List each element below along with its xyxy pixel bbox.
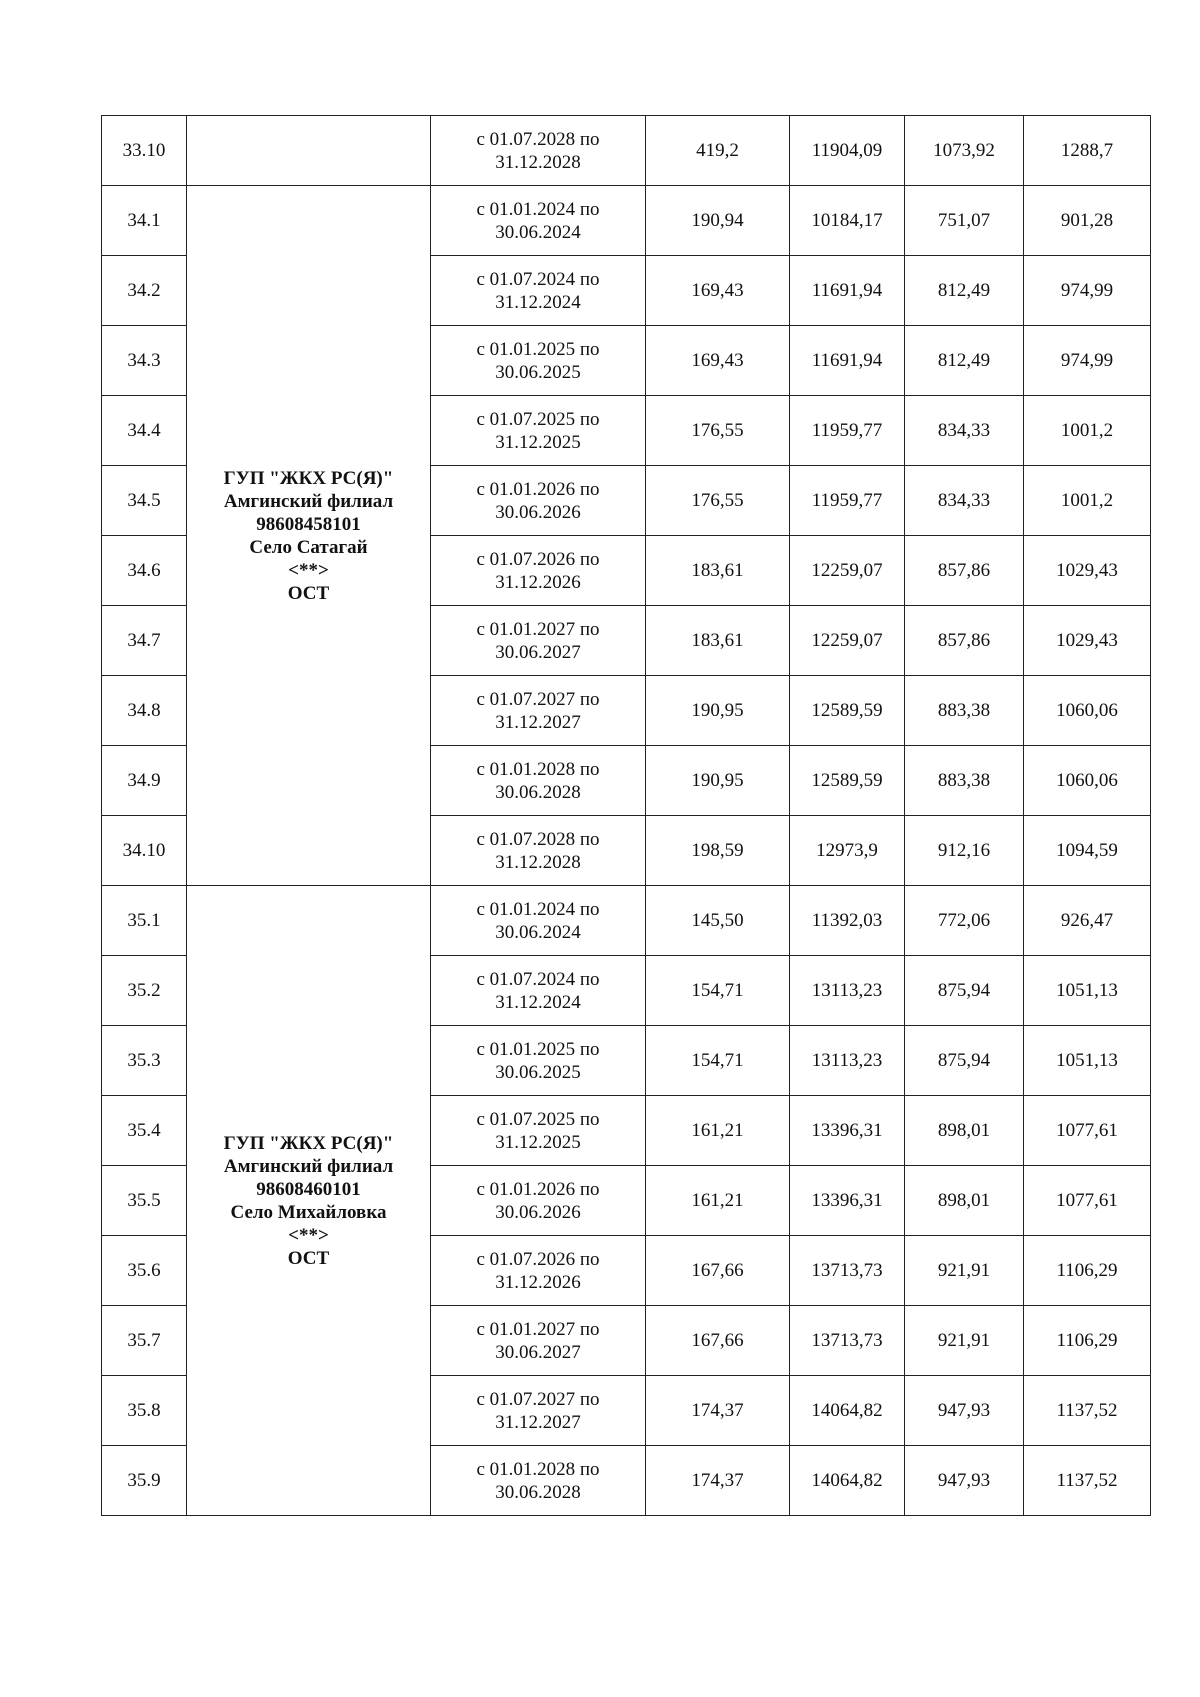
row-number-cell: 34.5	[102, 466, 187, 536]
organization-line: ГУП "ЖКХ РС(Я)"	[223, 467, 394, 489]
period-line: 31.12.2025	[495, 431, 581, 453]
organization-line: Село Михайловка	[230, 1201, 387, 1223]
value-cell-v1: 154,71	[646, 956, 790, 1026]
row-number-cell: 34.9	[102, 746, 187, 816]
value-cell-v2: 13713,73	[790, 1306, 905, 1376]
value-cell-v4: 1060,06	[1024, 746, 1151, 816]
tariff-table-body	[102, 116, 1151, 1516]
value-cell-v4: 1288,7	[1024, 116, 1151, 186]
value-cell-v3: 875,94	[905, 956, 1024, 1026]
row-number-cell: 35.9	[102, 1446, 187, 1516]
value-cell-v1: 145,50	[646, 886, 790, 956]
period-cell	[431, 536, 646, 606]
value-cell-v4: 1137,52	[1024, 1376, 1151, 1446]
value-cell-v2: 14064,82	[790, 1446, 905, 1516]
period-cell	[431, 886, 646, 956]
period-cell	[431, 116, 646, 186]
value-cell-v2: 12259,07	[790, 536, 905, 606]
value-cell-v3: 947,93	[905, 1446, 1024, 1516]
value-cell-v1: 161,21	[646, 1166, 790, 1236]
period-line: 31.12.2026	[495, 571, 581, 593]
period-cell	[431, 466, 646, 536]
period-line: 30.06.2024	[495, 221, 581, 243]
table-row	[102, 116, 1151, 186]
value-cell-v2: 13396,31	[790, 1166, 905, 1236]
value-cell-v1: 419,2	[646, 116, 790, 186]
value-cell-v2: 11392,03	[790, 886, 905, 956]
value-cell-v3: 898,01	[905, 1096, 1024, 1166]
period-line: с 01.01.2025 по	[476, 338, 600, 360]
value-cell-v4: 1077,61	[1024, 1166, 1151, 1236]
period-line: 31.12.2028	[495, 851, 581, 873]
period-cell	[431, 956, 646, 1026]
row-number-cell: 35.3	[102, 1026, 187, 1096]
row-number-cell: 35.4	[102, 1096, 187, 1166]
row-number-cell: 34.6	[102, 536, 187, 606]
period-cell	[431, 326, 646, 396]
value-cell-v4: 974,99	[1024, 256, 1151, 326]
row-number-cell: 34.7	[102, 606, 187, 676]
row-number-cell: 35.6	[102, 1236, 187, 1306]
period-line: с 01.01.2028 по	[476, 1458, 600, 1480]
period-line: 31.12.2027	[495, 1411, 581, 1433]
value-cell-v1: 154,71	[646, 1026, 790, 1096]
period-line: 31.12.2028	[495, 151, 581, 173]
value-cell-v2: 12589,59	[790, 746, 905, 816]
value-cell-v4: 1060,06	[1024, 676, 1151, 746]
value-cell-v4: 1001,2	[1024, 396, 1151, 466]
organization-line: ОСТ	[287, 582, 330, 604]
period-line: с 01.01.2026 по	[476, 478, 600, 500]
period-cell	[431, 606, 646, 676]
period-line: с 01.01.2027 по	[476, 1318, 600, 1340]
value-cell-v3: 812,49	[905, 256, 1024, 326]
value-cell-v1: 183,61	[646, 536, 790, 606]
value-cell-v2: 13113,23	[790, 1026, 905, 1096]
value-cell-v1: 167,66	[646, 1306, 790, 1376]
period-cell	[431, 1026, 646, 1096]
row-number-cell: 34.3	[102, 326, 187, 396]
value-cell-v2: 12973,9	[790, 816, 905, 886]
value-cell-v3: 883,38	[905, 676, 1024, 746]
value-cell-v3: 875,94	[905, 1026, 1024, 1096]
period-line: с 01.07.2026 по	[476, 548, 600, 570]
period-cell	[431, 816, 646, 886]
period-cell	[431, 396, 646, 466]
value-cell-v1: 174,37	[646, 1446, 790, 1516]
value-cell-v2: 14064,82	[790, 1376, 905, 1446]
organization-line: Амгинский филиал	[223, 490, 394, 512]
row-number-cell: 35.8	[102, 1376, 187, 1446]
value-cell-v4: 1137,52	[1024, 1446, 1151, 1516]
period-line: с 01.01.2028 по	[476, 758, 600, 780]
period-cell	[431, 256, 646, 326]
value-cell-v1: 190,95	[646, 676, 790, 746]
row-number-cell: 35.2	[102, 956, 187, 1026]
row-number-cell: 34.8	[102, 676, 187, 746]
value-cell-v4: 926,47	[1024, 886, 1151, 956]
period-line: 30.06.2028	[495, 781, 581, 803]
period-line: с 01.07.2024 по	[476, 268, 600, 290]
row-number-cell: 34.1	[102, 186, 187, 256]
organization-line: 98608458101	[256, 513, 361, 535]
period-line: 31.12.2026	[495, 1271, 581, 1293]
period-cell	[431, 1236, 646, 1306]
value-cell-v2: 13713,73	[790, 1236, 905, 1306]
period-cell	[431, 1376, 646, 1446]
value-cell-v2: 11959,77	[790, 466, 905, 536]
value-cell-v2: 13113,23	[790, 956, 905, 1026]
organization-line: 98608460101	[256, 1178, 361, 1200]
value-cell-v2: 12589,59	[790, 676, 905, 746]
period-line: с 01.07.2026 по	[476, 1248, 600, 1270]
value-cell-v1: 167,66	[646, 1236, 790, 1306]
value-cell-v4: 1001,2	[1024, 466, 1151, 536]
period-line: с 01.01.2027 по	[476, 618, 600, 640]
value-cell-v1: 174,37	[646, 1376, 790, 1446]
organization-cell	[187, 116, 431, 186]
value-cell-v3: 921,91	[905, 1236, 1024, 1306]
value-cell-v4: 1051,13	[1024, 1026, 1151, 1096]
period-cell	[431, 1096, 646, 1166]
value-cell-v2: 13396,31	[790, 1096, 905, 1166]
organization-line: ОСТ	[287, 1247, 330, 1269]
value-cell-v2: 11904,09	[790, 116, 905, 186]
value-cell-v4: 1106,29	[1024, 1306, 1151, 1376]
period-cell	[431, 1166, 646, 1236]
value-cell-v3: 857,86	[905, 536, 1024, 606]
value-cell-v4: 901,28	[1024, 186, 1151, 256]
value-cell-v3: 898,01	[905, 1166, 1024, 1236]
period-line: с 01.01.2026 по	[476, 1178, 600, 1200]
organization-line: Амгинский филиал	[223, 1155, 394, 1177]
period-line: с 01.07.2025 по	[476, 1108, 600, 1130]
value-cell-v2: 11691,94	[790, 256, 905, 326]
value-cell-v1: 190,95	[646, 746, 790, 816]
value-cell-v3: 1073,92	[905, 116, 1024, 186]
value-cell-v1: 176,55	[646, 396, 790, 466]
value-cell-v2: 10184,17	[790, 186, 905, 256]
period-line: с 01.01.2025 по	[476, 1038, 600, 1060]
value-cell-v4: 1051,13	[1024, 956, 1151, 1026]
period-line: 30.06.2025	[495, 361, 581, 383]
value-cell-v3: 912,16	[905, 816, 1024, 886]
organization-line: Село Сатагай	[249, 536, 368, 558]
value-cell-v3: 751,07	[905, 186, 1024, 256]
period-cell	[431, 1446, 646, 1516]
value-cell-v4: 1029,43	[1024, 606, 1151, 676]
value-cell-v1: 190,94	[646, 186, 790, 256]
table-row	[102, 186, 1151, 256]
period-line: 30.06.2028	[495, 1481, 581, 1503]
row-number-cell: 35.1	[102, 886, 187, 956]
value-cell-v4: 1029,43	[1024, 536, 1151, 606]
value-cell-v4: 1077,61	[1024, 1096, 1151, 1166]
table-row	[102, 886, 1151, 956]
value-cell-v2: 12259,07	[790, 606, 905, 676]
period-cell	[431, 1306, 646, 1376]
period-line: 30.06.2024	[495, 921, 581, 943]
period-line: 31.12.2025	[495, 1131, 581, 1153]
value-cell-v4: 1094,59	[1024, 816, 1151, 886]
row-number-cell: 34.4	[102, 396, 187, 466]
period-cell	[431, 186, 646, 256]
value-cell-v4: 974,99	[1024, 326, 1151, 396]
row-number-cell: 33.10	[102, 116, 187, 186]
organization-line: <**>	[288, 1224, 329, 1246]
value-cell-v1: 169,43	[646, 326, 790, 396]
value-cell-v1: 169,43	[646, 256, 790, 326]
value-cell-v1: 176,55	[646, 466, 790, 536]
value-cell-v3: 772,06	[905, 886, 1024, 956]
period-line: с 01.07.2024 по	[476, 968, 600, 990]
period-line: с 01.07.2028 по	[476, 128, 600, 150]
tariff-table	[101, 115, 1151, 1516]
period-line: с 01.01.2024 по	[476, 198, 600, 220]
row-number-cell: 35.5	[102, 1166, 187, 1236]
organization-cell	[187, 886, 431, 1516]
period-line: 30.06.2026	[495, 501, 581, 523]
period-line: с 01.07.2027 по	[476, 1388, 600, 1410]
period-cell	[431, 746, 646, 816]
value-cell-v1: 161,21	[646, 1096, 790, 1166]
row-number-cell: 34.2	[102, 256, 187, 326]
period-cell	[431, 676, 646, 746]
organization-cell	[187, 186, 431, 886]
value-cell-v3: 812,49	[905, 326, 1024, 396]
organization-line: <**>	[288, 559, 329, 581]
organization-line: ГУП "ЖКХ РС(Я)"	[223, 1132, 394, 1154]
value-cell-v2: 11959,77	[790, 396, 905, 466]
row-number-cell: 34.10	[102, 816, 187, 886]
value-cell-v2: 11691,94	[790, 326, 905, 396]
period-line: с 01.01.2024 по	[476, 898, 600, 920]
period-line: 30.06.2025	[495, 1061, 581, 1083]
period-line: 31.12.2024	[495, 991, 581, 1013]
period-line: с 01.07.2027 по	[476, 688, 600, 710]
value-cell-v4: 1106,29	[1024, 1236, 1151, 1306]
value-cell-v1: 198,59	[646, 816, 790, 886]
value-cell-v3: 857,86	[905, 606, 1024, 676]
value-cell-v3: 921,91	[905, 1306, 1024, 1376]
value-cell-v3: 834,33	[905, 466, 1024, 536]
period-line: с 01.07.2028 по	[476, 828, 600, 850]
period-line: 31.12.2027	[495, 711, 581, 733]
period-line: 30.06.2027	[495, 1341, 581, 1363]
period-line: 30.06.2027	[495, 641, 581, 663]
period-line: 30.06.2026	[495, 1201, 581, 1223]
value-cell-v3: 883,38	[905, 746, 1024, 816]
row-number-cell: 35.7	[102, 1306, 187, 1376]
value-cell-v3: 834,33	[905, 396, 1024, 466]
period-line: 31.12.2024	[495, 291, 581, 313]
value-cell-v3: 947,93	[905, 1376, 1024, 1446]
value-cell-v1: 183,61	[646, 606, 790, 676]
period-line: с 01.07.2025 по	[476, 408, 600, 430]
